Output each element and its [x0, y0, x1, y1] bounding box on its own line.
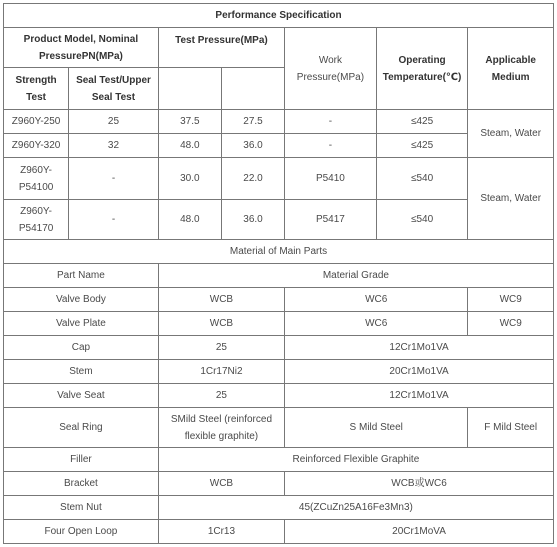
work-cell: P5417	[285, 200, 377, 240]
table-row	[4, 384, 554, 408]
part-label: Cap	[4, 336, 159, 360]
nominal-cell: -	[69, 158, 159, 200]
part-label: Stem Nut	[4, 496, 159, 520]
nominal-cell: 25	[69, 110, 159, 134]
table-row	[4, 360, 554, 384]
grade-cell: WCB或WC6	[285, 472, 554, 496]
table-title: Performance Specification	[4, 4, 554, 28]
part-label: Filler	[4, 448, 159, 472]
grade-cell: F Mild Steel	[468, 408, 554, 448]
seal-test-header: Seal Test/Upper Seal Test	[69, 68, 159, 110]
test-pressure-sub-empty-1	[158, 68, 221, 110]
table-row	[4, 158, 554, 200]
part-label: Stem	[4, 360, 159, 384]
material-grade-header: Material Grade	[158, 264, 553, 288]
temp-cell: ≤425	[376, 110, 468, 134]
grade-cell: WCB	[158, 288, 284, 312]
work-pressure-header: Work Pressure(MPa)	[285, 28, 377, 110]
medium-cell: Steam, Water	[468, 158, 554, 240]
grade-cell: WCB	[158, 472, 284, 496]
part-label: Bracket	[4, 472, 159, 496]
medium-cell: Steam, Water	[468, 110, 554, 158]
performance-spec-table	[3, 3, 554, 544]
materials-title: Material of Main Parts	[4, 240, 554, 264]
part-name-header: Part Name	[4, 264, 159, 288]
table-row	[4, 312, 554, 336]
test-pressure-sub-empty-2	[221, 68, 284, 110]
grade-cell: 20Cr1Mo1VA	[285, 360, 554, 384]
table-row	[4, 520, 554, 544]
strength-cell: 48.0	[158, 200, 221, 240]
grade-cell: WC9	[468, 288, 554, 312]
grade-cell: 25	[158, 336, 284, 360]
table-row	[4, 288, 554, 312]
strength-cell: 37.5	[158, 110, 221, 134]
work-cell: -	[285, 134, 377, 158]
nominal-cell: 32	[69, 134, 159, 158]
strength-test-header: Strength Test	[4, 68, 69, 110]
part-label: Four Open Loop	[4, 520, 159, 544]
grade-cell: WCB	[158, 312, 284, 336]
grade-cell: 20Cr1MoVA	[285, 520, 554, 544]
test-pressure-header: Test Pressure(MPa)	[158, 28, 284, 68]
grade-cell: WC6	[285, 312, 468, 336]
temp-cell: ≤425	[376, 134, 468, 158]
grade-cell: WC6	[285, 288, 468, 312]
part-label: Seal Ring	[4, 408, 159, 448]
temp-cell: ≤540	[376, 158, 468, 200]
table-row	[4, 496, 554, 520]
grade-cell: 12Cr1Mo1VA	[285, 384, 554, 408]
operating-temperature-header: Operating Temperature(℃)	[376, 28, 468, 110]
grade-cell: Reinforced Flexible Graphite	[158, 448, 553, 472]
applicable-medium-header: Applicable Medium	[468, 28, 554, 110]
table-row	[4, 110, 554, 134]
grade-cell: S Mild Steel	[285, 408, 468, 448]
grade-cell: SMild Steel (reinforced flexible graphite)	[158, 408, 284, 448]
model-cell: Z960Y-320	[4, 134, 69, 158]
seal-cell: 22.0	[221, 158, 284, 200]
grade-cell: 25	[158, 384, 284, 408]
part-label: Valve Seat	[4, 384, 159, 408]
strength-cell: 30.0	[158, 158, 221, 200]
grade-cell: 1Cr13	[158, 520, 284, 544]
model-cell: Z960Y-P54100	[4, 158, 69, 200]
seal-cell: 36.0	[221, 200, 284, 240]
seal-cell: 36.0	[221, 134, 284, 158]
part-label: Valve Plate	[4, 312, 159, 336]
grade-cell: 12Cr1Mo1VA	[285, 336, 554, 360]
grade-cell: 45(ZCuZn25A16Fe3Mn3)	[158, 496, 553, 520]
model-cell: Z960Y-P54170	[4, 200, 69, 240]
table-row	[4, 472, 554, 496]
table-row	[4, 408, 554, 448]
strength-cell: 48.0	[158, 134, 221, 158]
table-row	[4, 336, 554, 360]
model-cell: Z960Y-250	[4, 110, 69, 134]
seal-cell: 27.5	[221, 110, 284, 134]
table-row	[4, 448, 554, 472]
grade-cell: WC9	[468, 312, 554, 336]
nominal-cell: -	[69, 200, 159, 240]
grade-cell: 1Cr17Ni2	[158, 360, 284, 384]
spec-table-container	[3, 3, 554, 544]
product-model-header: Product Model, Nominal PressurePN(MPa)	[4, 28, 159, 68]
work-cell: -	[285, 110, 377, 134]
temp-cell: ≤540	[376, 200, 468, 240]
work-cell: P5410	[285, 158, 377, 200]
part-label: Valve Body	[4, 288, 159, 312]
